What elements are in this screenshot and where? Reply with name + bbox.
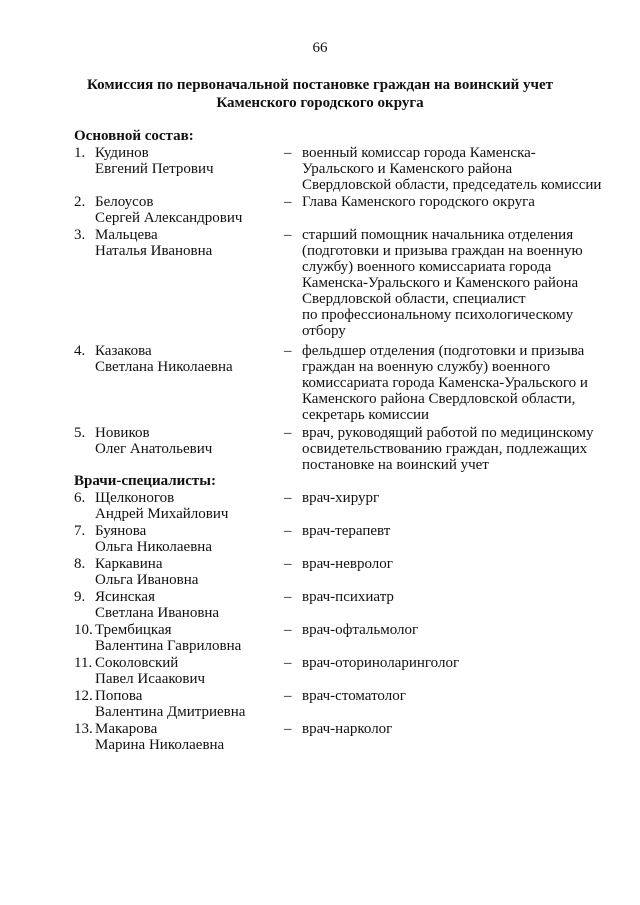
member-name [95, 523, 280, 555]
role-line: отбору [302, 323, 346, 339]
member-number: 6. [74, 490, 86, 506]
role-line: Свердловской области, специалист [302, 291, 526, 307]
member-given-name: Наталья Ивановна [95, 243, 213, 259]
dash-separator: – [284, 490, 292, 506]
member-surname: Щелконогов [95, 490, 175, 506]
member-number: 13. [74, 721, 93, 737]
role-line: комиссариата города Каменска-Уральского и [302, 375, 588, 391]
dash-separator: – [284, 227, 292, 243]
member-name [95, 589, 280, 621]
dash-separator: – [284, 622, 292, 638]
member-name [95, 655, 280, 687]
document-title [40, 76, 600, 112]
dash-separator: – [284, 523, 292, 539]
member-given-name: Сергей Александрович [95, 210, 243, 226]
member-surname: Казакова [95, 343, 152, 359]
title-line-2: Каменского городского округа [216, 95, 424, 111]
member-surname: Новиков [95, 425, 150, 441]
member-surname: Трембицкая [95, 622, 172, 638]
page-number: 66 [312, 40, 328, 56]
member-number: 8. [74, 556, 86, 572]
member-number: 5. [74, 425, 86, 441]
section-heading-main: Основной состав: [74, 128, 194, 144]
member-number: 12. [74, 688, 93, 704]
role-line: (подготовки и призыва граждан на военную [302, 243, 583, 259]
member-number: 4. [74, 343, 86, 359]
dash-separator: – [284, 343, 292, 359]
member-role [302, 425, 612, 473]
member-surname: Соколовский [95, 655, 179, 671]
member-surname: Попова [95, 688, 143, 704]
doctor-specialty: врач-терапевт [302, 523, 391, 539]
member-surname: Мальцева [95, 227, 158, 243]
member-number: 3. [74, 227, 86, 243]
member-name [95, 343, 280, 375]
section-heading-doctors: Врачи-специалисты: [74, 473, 217, 489]
member-role [302, 227, 612, 339]
member-name [95, 721, 280, 753]
role-line: Свердловской области, председатель комиссии [302, 177, 602, 193]
member-number: 10. [74, 622, 93, 638]
dash-separator: – [284, 145, 292, 161]
member-number: 9. [74, 589, 86, 605]
member-surname: Белоусов [95, 194, 154, 210]
member-given-name: Валентина Гавриловна [95, 638, 242, 654]
member-surname: Ясинская [95, 589, 155, 605]
role-line: освидетельствованию граждан, подлежащих [302, 441, 588, 457]
member-given-name: Андрей Михайлович [95, 506, 229, 522]
doctor-specialty: врач-хирург [302, 490, 380, 506]
dash-separator: – [284, 688, 292, 704]
role-line: по профессиональному психологическому [302, 307, 574, 323]
role-line: секретарь комиссии [302, 407, 430, 423]
member-number: 7. [74, 523, 86, 539]
member-number: 11. [74, 655, 93, 671]
member-given-name: Марина Николаевна [95, 737, 225, 753]
role-line: врач, руководящий работой по медицинскому [302, 425, 594, 441]
doctor-specialty: врач-стоматолог [302, 688, 406, 704]
member-role [302, 343, 612, 423]
doctor-specialty: врач-невролог [302, 556, 393, 572]
member-surname: Кудинов [95, 145, 149, 161]
dash-separator: – [284, 425, 292, 441]
title-line-1: Комиссия по первоначальной постановке граждан на воинский учет [87, 77, 553, 93]
dash-separator: – [284, 194, 292, 210]
member-given-name: Светлана Ивановна [95, 605, 220, 621]
member-name [95, 194, 280, 226]
member-name [95, 425, 280, 457]
doctor-specialty: врач-оториноларинголог [302, 655, 460, 671]
member-given-name: Валентина Дмитриевна [95, 704, 246, 720]
member-role [302, 145, 612, 193]
role-line: постановке на воинский учет [302, 457, 489, 473]
member-given-name: Светлана Николаевна [95, 359, 233, 375]
member-given-name: Павел Исаакович [95, 671, 206, 687]
member-surname: Макарова [95, 721, 158, 737]
doctor-specialty: врач-нарколог [302, 721, 393, 737]
role-line: службу) военного комиссариата города [302, 259, 552, 275]
role-line: военный комиссар города Каменска- [302, 145, 536, 161]
dash-separator: – [284, 556, 292, 572]
member-number: 1. [74, 145, 86, 161]
member-given-name: Ольга Ивановна [95, 572, 199, 588]
member-name [95, 556, 280, 588]
member-given-name: Евгений Петрович [95, 161, 214, 177]
member-given-name: Ольга Николаевна [95, 539, 212, 555]
member-name [95, 227, 280, 259]
doctor-specialty: врач-офтальмолог [302, 622, 419, 638]
role-line: Каменска-Уральского и Каменского района [302, 275, 579, 291]
member-given-name: Олег Анатольевич [95, 441, 213, 457]
doctor-specialty: врач-психиатр [302, 589, 394, 605]
role-line: фельдшер отделения (подготовки и призыва [302, 343, 585, 359]
member-surname: Буянова [95, 523, 147, 539]
member-role [302, 194, 612, 210]
role-line: старший помощник начальника отделения [302, 227, 574, 243]
dash-separator: – [284, 589, 292, 605]
dash-separator: – [284, 655, 292, 671]
member-number: 2. [74, 194, 86, 210]
role-line: Глава Каменского городского округа [302, 194, 535, 210]
dash-separator: – [284, 721, 292, 737]
member-name [95, 145, 280, 177]
role-line: граждан на военную службу) военного [302, 359, 551, 375]
role-line: Каменского района Свердловской области, [302, 391, 576, 407]
member-name [95, 688, 280, 720]
member-name [95, 622, 280, 654]
role-line: Уральского и Каменского района [302, 161, 513, 177]
member-surname: Каркавина [95, 556, 163, 572]
member-name [95, 490, 280, 522]
